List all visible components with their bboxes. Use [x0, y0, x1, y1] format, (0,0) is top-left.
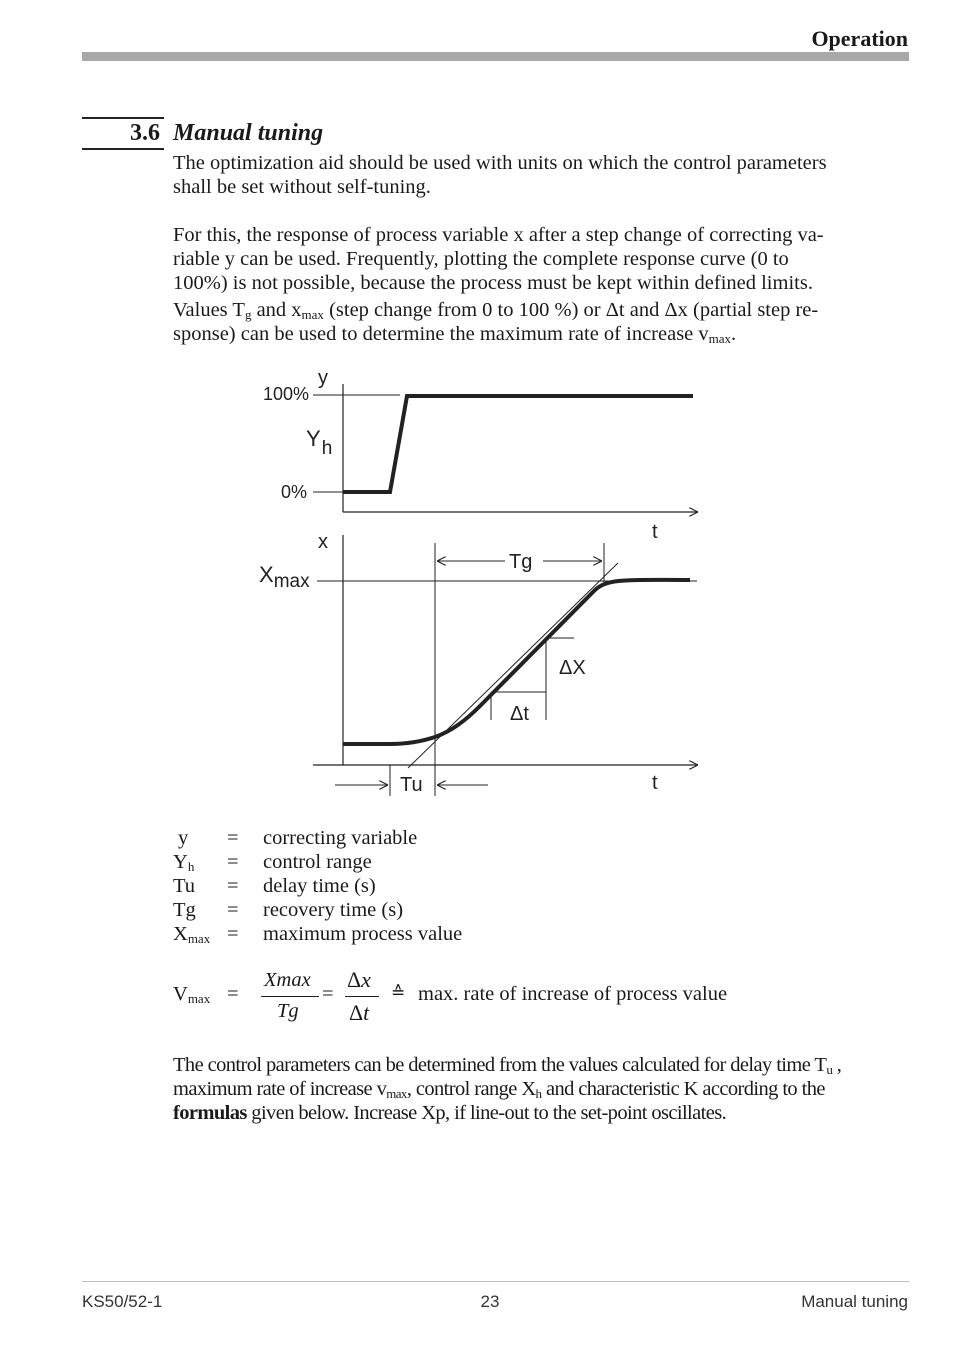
formula-eq1: = [227, 983, 239, 1005]
bottom-t-label: t [652, 772, 658, 794]
tg-label: Tg [509, 551, 533, 573]
top-t-label: t [652, 521, 658, 543]
para2-line-2: riable y can be used. Frequently, plotting the complete response curve (0 to [173, 248, 789, 270]
vmax-formula [173, 965, 908, 1027]
para3-line-2: maximum rate of increase $v_{max}$, control range $X_h$ and characteristic K according to the [173, 1078, 825, 1101]
footer-page-number: 23 [480, 1292, 500, 1311]
label-0-percent: 0% [281, 482, 308, 502]
intro-line-1: The optimization aid should be used with units on which the control parameters [173, 152, 827, 174]
formula-corresponds: ≙ [391, 983, 406, 1003]
formula-den2: Δt [349, 1000, 370, 1025]
intro-line-2: shall be set without self-tuning. [173, 176, 431, 198]
para3-line-1: The control parameters can be determined from the values calculated for delay time $T_u$ , [173, 1054, 842, 1077]
top-plot [263, 367, 698, 543]
parameters-paragraph [173, 1053, 908, 1125]
bottom-x-label: x [318, 531, 328, 553]
footer-section-name: Manual tuning [801, 1292, 908, 1311]
section-number: 3.6 [130, 120, 160, 146]
para2-line-3: 100%) is not possible, because the process must be kept within defined limits. [173, 272, 813, 294]
formula-den1: Tg [277, 1000, 299, 1022]
formula-eq2: = [322, 983, 334, 1005]
para3-line-3: formulas given below. Increase Xp, if line-out to the set-point oscillates. [173, 1102, 727, 1124]
para2-line-5: sponse) can be used to determine the maximum rate of increase $v_{max}$. [173, 323, 737, 346]
para2-line-1: For this, the response of process variable x after a step change of correcting va- [173, 224, 824, 246]
footer-rule [82, 1281, 909, 1282]
formula-lhs: $V_{max}$ [173, 983, 211, 1006]
footer-document-id: KS50/52-1 [82, 1292, 163, 1311]
fraction-bar-2 [345, 996, 379, 997]
bottom-plot [259, 531, 698, 796]
xmax-label: Xmax [259, 562, 310, 592]
section-title: Manual tuning [173, 120, 324, 146]
page-header-title: Operation [811, 26, 908, 51]
label-100-percent: 100% [263, 384, 310, 404]
tu-label: Tu [400, 774, 423, 796]
fraction-bar-1 [261, 996, 319, 997]
formula-description: max. rate of increase of process value [418, 983, 728, 1005]
formula-num2: Δx [347, 967, 371, 992]
step-signal-curve [343, 396, 693, 492]
top-y-label: y [318, 367, 328, 389]
para2-line-4: Values $T_g$ and $x_{max}$ (step change from 0 to 100 %) or Δt and Δx (partial step re- [173, 299, 819, 322]
yh-label: Yh [306, 426, 333, 459]
delta-t-label: Δt [510, 703, 529, 725]
delta-x-label: ΔX [559, 657, 586, 679]
formula-num1: Xmax [264, 969, 311, 991]
